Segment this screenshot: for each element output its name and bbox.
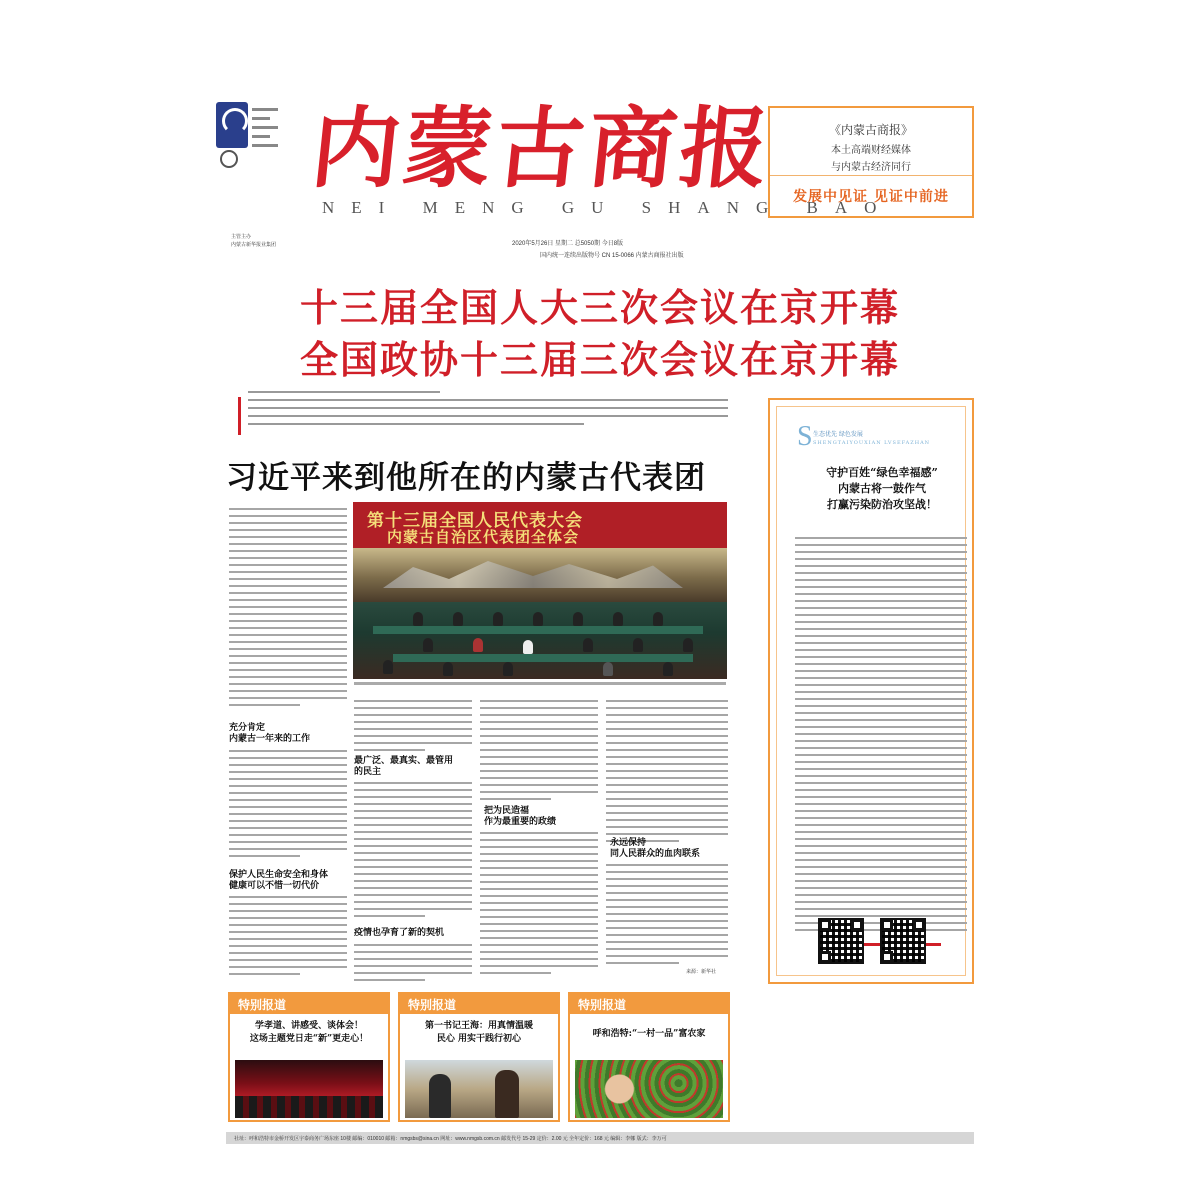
- text-column-3: [480, 700, 598, 805]
- text-column-1: [229, 508, 347, 711]
- footer-bar: [226, 1132, 974, 1144]
- text-column-2b: [354, 782, 472, 922]
- corner-slogan: 发展中见证 见证中前进: [793, 189, 949, 205]
- text-column-4: [606, 700, 728, 847]
- sidebar-headline[interactable]: 守护百姓“绿色幸福感” 内蒙古将一鼓作气 打赢污染防治攻坚战！: [826, 466, 938, 511]
- text-column-1b: [229, 750, 347, 862]
- corner-promo-box: [768, 106, 974, 218]
- sidebar-pinyin: SHENGTAIYOUXIAN LVSEFAZHAN: [813, 440, 931, 446]
- text-column-4b: [606, 864, 728, 969]
- subhead-4: 疫情也孕育了新的契机: [354, 928, 445, 938]
- subhead-2: 保护人民生命安全和身体 健康可以不惜一切代价: [229, 870, 329, 891]
- lead-paragraph: [238, 391, 730, 437]
- masthead-title: 内蒙古商报: [306, 96, 778, 200]
- subhead-3: 最广泛、最真实、最管用 的民主: [354, 756, 454, 777]
- main-headline-1[interactable]: 十三届全国人大三次会议在京开幕: [299, 285, 900, 330]
- text-column-1c: [229, 896, 347, 980]
- special-report-2-photo: [405, 1060, 553, 1118]
- special-report-3-photo: [575, 1060, 723, 1118]
- lead-story-photo[interactable]: 第十三届全国人民代表大会 内蒙古自治区代表团全体会: [353, 502, 727, 679]
- corner-tagline-2: 与内蒙古经济同行: [831, 162, 911, 173]
- special-report-1-photo: [235, 1060, 383, 1118]
- logo-caption: [252, 102, 286, 180]
- text-column-3b: [480, 832, 598, 979]
- subhead-6: 永远保持 同人民群众的血肉联系: [610, 838, 701, 859]
- sidebar-text: [795, 537, 967, 936]
- publication-number: 国内统一连续出版物号 CN 15-0066 内蒙古商报社出版: [540, 253, 684, 259]
- special-report-2-title: 第一书记王海：用真情温暖 民心 用实干践行初心: [424, 1021, 533, 1044]
- special-report-1[interactable]: 特别报道 学孝道、讲感受、谈体会！ 这场主题党日走“新”更走心！: [228, 992, 390, 1122]
- sidebar-letter: S: [797, 421, 813, 452]
- sponsor-info: 主管主办 内蒙古新华报业集团: [231, 234, 277, 248]
- telecom-logo: [216, 102, 286, 180]
- special-report-2[interactable]: 特别报道 第一书记王海：用真情温暖 民心 用实干践行初心: [398, 992, 560, 1122]
- sidebar-tag: 生态优先 绿色发展: [813, 431, 863, 438]
- text-column-2: [354, 700, 472, 756]
- sidebar-eco-feature[interactable]: [768, 398, 974, 984]
- qr-code-right[interactable]: [880, 918, 926, 964]
- footer-text: 社址：呼和浩特市金桥开发区宇泰商务广场东座 10楼 邮编：010010 邮箱：nmgsbs@sina.cn 网址：www.nmgsb.com.cn 邮发代号 15-29 定价：2.00 元 全年定价：168 元 编辑：李娜 版式：李万可: [234, 1136, 667, 1142]
- special-report-3[interactable]: 特别报道 呼和浩特:“一村一品”富农家: [568, 992, 730, 1122]
- masthead-pinyin: NEI MENG GU SHANG BAO: [322, 198, 894, 217]
- text-column-2c: [354, 944, 472, 986]
- photo-caption: [354, 682, 726, 685]
- telecom-logo-icon: [216, 102, 248, 148]
- subhead-1: 充分肯定 内蒙古一年来的工作: [229, 723, 311, 744]
- qr-code-left[interactable]: [818, 918, 864, 964]
- main-headline-2[interactable]: 全国政协十三届三次会议在京开幕: [299, 337, 900, 382]
- subhead-5: 把为民造福 作为最重要的政绩: [484, 806, 557, 827]
- lead-story-headline[interactable]: 习近平来到他所在的内蒙古代表团: [226, 460, 706, 496]
- dateline: 2020年5月26日 星期二 总5050期 今日8版: [512, 241, 624, 247]
- corner-tagline-1: 本土高端财经媒体: [831, 145, 911, 156]
- special-report-3-title: 呼和浩特:“一村一品”富农家: [592, 1029, 706, 1039]
- broadcast-logo-icon: [220, 150, 238, 168]
- source-byline: 来源：新华社: [686, 969, 717, 975]
- special-report-1-title: 学孝道、讲感受、谈体会！ 这场主题党日走“新”更走心！: [249, 1021, 369, 1044]
- corner-paper-name: 《内蒙古商报》: [828, 123, 913, 137]
